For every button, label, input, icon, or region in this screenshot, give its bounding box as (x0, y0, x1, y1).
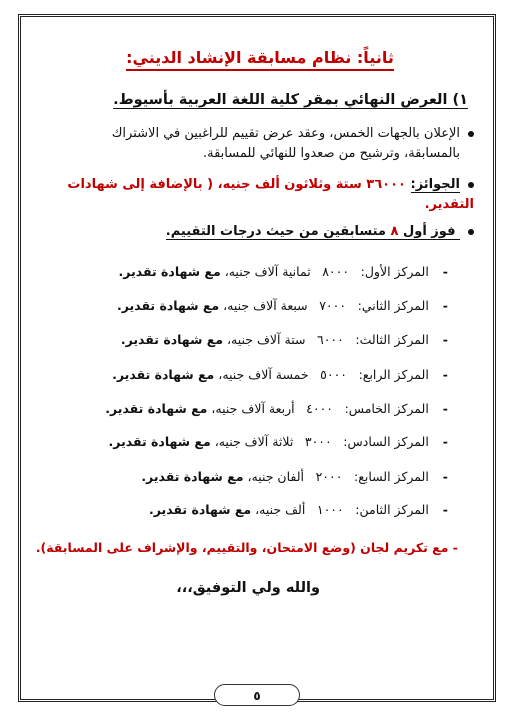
rank-dash: - (442, 434, 448, 449)
rank-label: المركز الثالث: (355, 332, 429, 347)
rank-words: ستة آلاف جنيه، (226, 332, 306, 347)
section-title-text: ثانياً: نظام مسابقة الإنشاد الديني: (126, 48, 394, 71)
section-title (0, 48, 520, 67)
winners-number: ٨ (390, 224, 399, 239)
rank-words: خمسة آلاف جنيه، (218, 367, 309, 382)
rank-dash: - (442, 469, 448, 484)
bullet-announcement-line2: بالمسابقة، وترشيح من صعدوا للنهائي للمسابقة. (202, 146, 460, 161)
rank-row-8 (149, 502, 448, 517)
rank-number: ٥٠٠٠ (320, 367, 348, 382)
bullet-prizes (40, 175, 474, 215)
rank-certificate: مع شهادة تقدير. (108, 434, 211, 449)
rank-label: المركز الخامس: (344, 401, 429, 416)
heading-final-show-text: ١) العرض النهائي بمقر كلية اللغة العربية بأسيوط. (113, 92, 468, 108)
rank-dash: - (442, 298, 448, 313)
rank-number: ٦٠٠٠ (317, 332, 344, 347)
rank-words: ألفان جنيه، (247, 469, 305, 484)
rank-label: المركز الثامن: (355, 502, 429, 517)
closing-line: والله ولي التوفيق،،، (176, 580, 320, 596)
rank-dash: - (442, 401, 448, 416)
winners-prefix: فوز أول (402, 224, 456, 239)
rank-row-5 (105, 401, 448, 416)
rank-row-3 (121, 332, 448, 347)
rank-row-2 (117, 298, 448, 313)
rank-words: سبعة آلاف جنيه، (223, 298, 308, 313)
prizes-amount: ٣٦٠٠٠ ستة وثلاثون ألف جنيه، ( بالإضافة إلى شهادات التقدير. (67, 177, 474, 212)
bullet-winners (40, 222, 474, 242)
rank-words: ألف جنيه، (255, 502, 306, 517)
rank-number: ٨٠٠٠ (322, 264, 350, 279)
honor-dash: - (448, 540, 458, 555)
committee-honor (36, 540, 458, 555)
bullet-announcement (40, 124, 474, 164)
rank-certificate: مع شهادة تقدير. (118, 264, 221, 279)
bullet-announcement-line1: الإعلان بالجهات الخمس، وعقد عرض تقييم للراغبين في الاشتراك (111, 126, 460, 141)
rank-words: ثمانية آلاف جنيه، (224, 264, 311, 279)
rank-words: ثلاثة آلاف جنيه، (214, 434, 294, 449)
rank-certificate: مع شهادة تقدير. (141, 469, 244, 484)
prizes-label: الجوائز: (410, 177, 460, 192)
rank-row-1 (119, 264, 448, 279)
rank-dash: - (442, 332, 448, 347)
rank-row-6 (109, 434, 448, 449)
rank-certificate: مع شهادة تقدير. (105, 401, 208, 416)
rank-certificate: مع شهادة تقدير. (112, 367, 215, 382)
rank-number: ٢٠٠٠ (315, 469, 343, 484)
heading-final-show (113, 92, 468, 108)
rank-label: المركز الأول: (360, 264, 429, 279)
committee-honor-text: مع تكريم لجان (وضع الامتحان، والتقييم، والإشراف على المسابقة). (35, 540, 449, 555)
rank-dash: - (442, 502, 448, 517)
bullet-dot (468, 182, 474, 188)
rank-number: ٤٠٠٠ (306, 401, 334, 416)
rank-label: المركز الرابع: (358, 367, 429, 382)
page-number: ٥ (214, 684, 300, 706)
rank-certificate: مع شهادة تقدير. (117, 298, 220, 313)
rank-dash: - (442, 264, 448, 279)
rank-label: المركز الثاني: (357, 298, 429, 313)
rank-certificate: مع شهادة تقدير. (120, 332, 223, 347)
winners-suffix: متسابقين من حيث درجات التقييم. (165, 224, 386, 239)
rank-number: ٧٠٠٠ (319, 298, 347, 313)
rank-certificate: مع شهادة تقدير. (148, 502, 252, 517)
rank-row-4 (112, 367, 448, 382)
page-border (18, 14, 496, 702)
rank-number: ١٠٠٠ (316, 502, 344, 517)
rank-dash: - (442, 367, 448, 382)
rank-label: المركز السابع: (354, 469, 429, 484)
rank-label: المركز السادس: (343, 434, 429, 449)
bullet-dot (468, 131, 474, 137)
rank-words: أربعة آلاف جنيه، (211, 401, 295, 416)
rank-row-7 (141, 469, 448, 484)
rank-number: ٣٠٠٠ (304, 434, 332, 449)
bullet-dot (468, 229, 474, 235)
